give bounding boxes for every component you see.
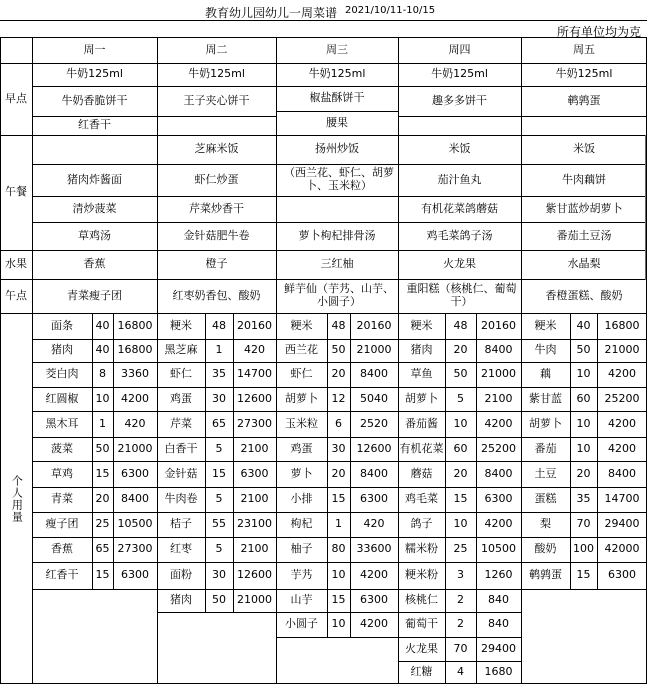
usage-per-child-wed: 20 — [331, 466, 346, 480]
usage-total-mon: 6300 — [121, 568, 149, 582]
usage-per-child-mon: 8 — [99, 367, 106, 381]
usage-ingredient-fri: 梨 — [540, 517, 551, 531]
usage-total-mon: 6300 — [121, 466, 149, 480]
usage-per-child-wed: 15 — [331, 593, 346, 607]
usage-total-fri: 8400 — [608, 466, 636, 480]
usage-per-child-tue: 15 — [212, 466, 226, 480]
usage-total-wed: 4200 — [360, 617, 388, 631]
breakfast-item-mon: 牛奶香脆饼干 — [61, 93, 128, 107]
day-header-wed: 周三 — [326, 42, 348, 56]
section-label-breakfast: 早点 — [5, 91, 27, 105]
usage-ingredient-thu: 蘑菇 — [410, 466, 433, 480]
usage-total-wed: 2520 — [360, 416, 388, 430]
usage-per-child-thu: 60 — [453, 441, 468, 455]
lunch-item-thu: 茄汁鱼丸 — [437, 172, 482, 186]
usage-total-thu: 25200 — [481, 441, 516, 455]
usage-per-child-fri: 100 — [573, 542, 594, 556]
usage-per-child-thu: 4 — [457, 665, 464, 679]
breakfast-item-wed: 牛奶125ml — [308, 67, 366, 81]
breakfast-item-thu: 趣多多饼干 — [432, 93, 487, 107]
fruit-thu: 火龙果 — [443, 257, 476, 271]
usage-ingredient-mon: 红圆椒 — [45, 391, 79, 405]
usage-per-child-mon: 50 — [95, 441, 110, 455]
usage-total-tue: 21000 — [237, 593, 272, 607]
usage-ingredient-wed: 枸杞 — [290, 517, 313, 531]
usage-per-child-mon: 15 — [95, 568, 110, 582]
usage-ingredient-mon: 菠菜 — [51, 441, 73, 455]
usage-ingredient-tue: 芹菜 — [170, 416, 192, 430]
usage-per-child-mon: 40 — [95, 343, 110, 357]
usage-per-child-thu: 50 — [453, 367, 468, 381]
usage-per-child-tue: 65 — [212, 416, 226, 430]
usage-per-child-mon: 1 — [99, 416, 106, 430]
usage-per-child-tue: 48 — [212, 318, 226, 332]
usage-per-child-mon: 15 — [95, 466, 110, 480]
lunch-item-mon: 草鸡汤 — [78, 228, 111, 242]
breakfast-item-thu: 牛奶125ml — [431, 67, 488, 81]
usage-total-tue: 2100 — [240, 542, 269, 556]
usage-total-tue: 23100 — [237, 517, 272, 531]
usage-ingredient-thu: 番茄酱 — [405, 416, 438, 430]
usage-per-child-mon: 25 — [95, 517, 110, 531]
usage-per-child-tue: 55 — [212, 517, 226, 531]
fruit-fri: 水晶梨 — [567, 257, 601, 271]
usage-total-thu: 1680 — [484, 665, 513, 679]
lunch-item-fri: 牛肉藕饼 — [562, 172, 606, 186]
usage-per-child-mon: 65 — [95, 542, 110, 556]
breakfast-item-mon: 红香干 — [78, 118, 111, 132]
usage-ingredient-thu: 糯米粉 — [405, 542, 438, 556]
usage-total-thu: 8400 — [484, 466, 513, 480]
usage-total-thu: 840 — [488, 617, 509, 631]
usage-total-wed: 8400 — [360, 466, 388, 480]
lunch-item-tue: 芹菜炒香干 — [189, 201, 244, 215]
usage-total-tue: 14700 — [237, 367, 272, 381]
usage-per-child-tue: 30 — [212, 391, 226, 405]
usage-total-thu: 10500 — [481, 542, 516, 556]
usage-per-child-fri: 10 — [576, 416, 591, 430]
menu-title: 教育幼儿园幼儿一周菜谱 — [205, 6, 338, 20]
usage-ingredient-tue: 鸡蛋 — [170, 391, 192, 405]
usage-ingredient-thu: 火龙果 — [405, 641, 438, 655]
usage-per-child-wed: 80 — [331, 542, 346, 556]
usage-ingredient-thu: 红糖 — [410, 665, 433, 679]
lunch-item-thu: 米饭 — [448, 142, 471, 156]
date-range: 2021/10/11-10/15 — [345, 5, 436, 16]
usage-per-child-tue: 5 — [215, 492, 223, 506]
usage-ingredient-mon: 红香干 — [45, 568, 79, 582]
usage-ingredient-wed: 小排 — [290, 492, 313, 506]
lunch-item-wed: （西兰花、虾仁、胡萝卜、玉米粒） — [284, 166, 394, 192]
usage-per-child-wed: 12 — [331, 391, 346, 405]
usage-per-child-tue: 5 — [215, 441, 223, 455]
usage-total-mon: 21000 — [117, 441, 153, 455]
usage-total-thu: 21000 — [481, 367, 516, 381]
fruit-wed: 三红柚 — [320, 257, 354, 271]
day-header-thu: 周四 — [448, 42, 471, 56]
breakfast-item-wed: 腰果 — [326, 115, 348, 129]
usage-ingredient-fri: 土豆 — [534, 466, 557, 480]
usage-ingredient-thu: 粳米粉 — [405, 568, 438, 582]
snack-tue: 红枣奶香包、酸奶 — [172, 288, 261, 302]
snack-mon: 青菜瘦子团 — [67, 288, 122, 302]
usage-per-child-wed: 10 — [331, 617, 346, 631]
usage-per-child-fri: 10 — [576, 367, 591, 381]
usage-per-child-fri: 10 — [576, 441, 591, 455]
lunch-item-fri: 米饭 — [573, 142, 595, 156]
usage-ingredient-wed: 虾仁 — [290, 367, 313, 381]
usage-total-fri: 42000 — [604, 542, 640, 556]
lunch-item-thu: 有机花菜鸽蘑菇 — [421, 201, 498, 215]
usage-per-child-fri: 60 — [576, 391, 591, 405]
section-label-lunch: 午餐 — [5, 185, 27, 199]
usage-ingredient-fri: 番茄 — [534, 441, 557, 455]
usage-per-child-mon: 20 — [95, 492, 110, 506]
snack-thu: 重阳糕（核桃仁、葡萄干） — [406, 282, 517, 308]
lunch-item-wed: 扬州炒饭 — [315, 142, 359, 156]
usage-total-wed: 20160 — [356, 318, 392, 332]
lunch-item-fri: 番茄土豆汤 — [556, 228, 612, 242]
usage-total-mon: 16800 — [117, 318, 153, 332]
usage-ingredient-mon: 瘦子团 — [45, 517, 79, 531]
usage-total-thu: 6300 — [484, 492, 513, 506]
usage-ingredient-fri: 蛋糕 — [534, 492, 557, 506]
usage-total-wed: 6300 — [360, 492, 388, 506]
usage-total-wed: 420 — [363, 517, 385, 531]
usage-per-child-thu: 2 — [457, 593, 464, 607]
usage-total-wed: 33600 — [356, 542, 392, 556]
unit-note: 所有单位均为克 — [556, 25, 641, 39]
usage-ingredient-wed: 胡萝卜 — [285, 391, 318, 405]
usage-per-child-thu: 48 — [453, 318, 468, 332]
usage-per-child-thu: 20 — [453, 343, 468, 357]
usage-ingredient-wed: 玉米粒 — [285, 416, 318, 430]
usage-total-thu: 4200 — [484, 517, 513, 531]
breakfast-item-tue: 牛奶125ml — [188, 67, 245, 81]
usage-total-mon: 420 — [124, 416, 146, 430]
usage-per-child-thu: 10 — [453, 416, 468, 430]
usage-total-fri: 4200 — [608, 416, 636, 430]
lunch-item-thu: 鸡毛菜鸽子汤 — [426, 228, 493, 242]
usage-ingredient-fri: 粳米 — [534, 318, 557, 332]
usage-ingredient-tue: 金针菇 — [164, 466, 198, 480]
breakfast-item-fri: 牛奶125ml — [555, 67, 613, 81]
usage-ingredient-wed: 萝卜 — [290, 466, 313, 480]
usage-per-child-thu: 25 — [453, 542, 468, 556]
usage-per-child-fri: 50 — [576, 343, 591, 357]
usage-total-tue: 27300 — [237, 416, 272, 430]
usage-per-child-mon: 10 — [95, 391, 110, 405]
usage-total-tue: 2100 — [240, 441, 269, 455]
usage-ingredient-wed: 柚子 — [290, 542, 313, 556]
usage-per-child-fri: 20 — [576, 466, 591, 480]
usage-ingredient-fri: 酸奶 — [534, 542, 557, 556]
usage-ingredient-tue: 猪肉 — [170, 593, 192, 607]
usage-total-fri: 4200 — [608, 367, 636, 381]
usage-total-tue: 2100 — [240, 492, 269, 506]
usage-ingredient-thu: 草鱼 — [410, 367, 433, 381]
usage-per-child-thu: 20 — [453, 466, 468, 480]
usage-total-thu: 8400 — [484, 343, 513, 357]
usage-total-wed: 8400 — [360, 367, 388, 381]
usage-per-child-fri: 15 — [576, 568, 591, 582]
usage-ingredient-mon: 青菜 — [51, 492, 73, 506]
usage-total-tue: 420 — [244, 343, 265, 357]
usage-total-fri: 4200 — [608, 441, 636, 455]
usage-ingredient-thu: 有机花菜 — [399, 441, 444, 455]
usage-ingredient-thu: 猪肉 — [410, 343, 433, 357]
snack-fri: 香橙蛋糕、酸奶 — [545, 288, 623, 302]
usage-ingredient-fri: 胡萝卜 — [529, 416, 562, 430]
usage-total-fri: 21000 — [604, 343, 640, 357]
usage-per-child-wed: 20 — [331, 367, 346, 381]
usage-per-child-fri: 35 — [576, 492, 591, 506]
usage-ingredient-wed: 鸡蛋 — [290, 441, 313, 455]
usage-per-child-fri: 70 — [576, 517, 591, 531]
usage-per-child-tue: 50 — [212, 593, 226, 607]
usage-total-mon: 3360 — [121, 367, 149, 381]
day-header-tue: 周二 — [205, 42, 228, 56]
usage-ingredient-mon: 茭白肉 — [45, 367, 79, 381]
usage-total-mon: 10500 — [117, 517, 153, 531]
usage-ingredient-thu: 胡萝卜 — [405, 391, 438, 405]
usage-total-wed: 6300 — [360, 593, 388, 607]
usage-ingredient-tue: 桔子 — [170, 517, 192, 531]
usage-per-child-thu: 15 — [453, 492, 468, 506]
section-label-fruit: 水果 — [5, 257, 27, 271]
usage-ingredient-tue: 粳米 — [170, 318, 192, 332]
usage-per-child-tue: 5 — [215, 542, 223, 556]
usage-total-mon: 16800 — [117, 343, 153, 357]
usage-per-child-tue: 35 — [212, 367, 226, 381]
usage-ingredient-fri: 牛肉 — [534, 343, 557, 357]
usage-ingredient-tue: 面粉 — [170, 568, 192, 582]
usage-total-wed: 4200 — [360, 568, 388, 582]
usage-total-fri: 14700 — [604, 492, 640, 506]
usage-ingredient-mon: 猪肉 — [51, 343, 73, 357]
usage-ingredient-mon: 草鸡 — [51, 466, 73, 480]
breakfast-item-tue: 王子夹心饼干 — [183, 93, 250, 107]
usage-total-mon: 27300 — [117, 542, 153, 556]
usage-total-fri: 16800 — [604, 318, 640, 332]
usage-total-fri: 6300 — [608, 568, 636, 582]
usage-ingredient-thu: 葡萄干 — [405, 617, 438, 631]
usage-ingredient-wed: 芋艿 — [290, 568, 313, 582]
usage-ingredient-thu: 鸽子 — [410, 517, 433, 531]
usage-ingredient-thu: 核桃仁 — [405, 593, 438, 607]
usage-total-thu: 840 — [488, 593, 509, 607]
usage-total-wed: 5040 — [360, 391, 388, 405]
day-header-fri: 周五 — [573, 42, 595, 56]
usage-total-fri: 25200 — [604, 391, 640, 405]
usage-ingredient-tue: 黑芝麻 — [164, 343, 198, 357]
usage-per-child-wed: 6 — [335, 416, 342, 430]
section-label-snack: 午点 — [5, 288, 27, 302]
usage-ingredient-wed: 粳米 — [290, 318, 313, 332]
lunch-item-mon: 清炒菠菜 — [72, 201, 117, 215]
usage-ingredient-fri: 紫甘蓝 — [529, 391, 562, 405]
section-label-personal: 个人用量 — [10, 474, 24, 523]
usage-total-thu: 20160 — [481, 318, 516, 332]
usage-ingredient-mon: 黑木耳 — [45, 416, 79, 430]
usage-total-tue: 6300 — [240, 466, 269, 480]
breakfast-item-fri: 鹌鹑蛋 — [567, 93, 601, 107]
usage-per-child-wed: 50 — [331, 343, 346, 357]
snack-wed: 鲜芋仙（芋艿、山芋、小圆子） — [284, 282, 394, 308]
day-header-mon: 周一 — [83, 42, 106, 56]
usage-per-child-tue: 30 — [212, 568, 226, 582]
usage-ingredient-mon: 香蕉 — [51, 542, 73, 556]
usage-ingredient-wed: 山芋 — [290, 593, 313, 607]
usage-total-mon: 8400 — [121, 492, 149, 506]
lunch-item-tue: 芝麻米饭 — [194, 142, 239, 156]
usage-ingredient-thu: 粳米 — [410, 318, 433, 332]
lunch-item-mon: 猪肉炸酱面 — [67, 172, 122, 186]
usage-ingredient-thu: 鸡毛菜 — [405, 492, 438, 506]
usage-per-child-wed: 1 — [335, 517, 342, 531]
usage-per-child-wed: 15 — [331, 492, 346, 506]
usage-total-tue: 12600 — [237, 568, 272, 582]
usage-per-child-thu: 3 — [457, 568, 464, 582]
usage-ingredient-tue: 虾仁 — [170, 367, 192, 381]
fruit-mon: 香蕉 — [83, 257, 106, 271]
usage-ingredient-tue: 红枣 — [170, 542, 192, 556]
usage-ingredient-mon: 面条 — [51, 318, 73, 332]
usage-ingredient-wed: 西兰花 — [285, 343, 318, 357]
usage-total-wed: 12600 — [356, 441, 392, 455]
usage-per-child-thu: 10 — [453, 517, 468, 531]
usage-total-tue: 12600 — [237, 391, 272, 405]
breakfast-item-mon: 牛奶125ml — [66, 67, 123, 81]
usage-total-thu: 2100 — [484, 391, 513, 405]
usage-ingredient-fri: 藕 — [540, 367, 551, 381]
usage-ingredient-wed: 小圆子 — [285, 617, 318, 631]
fruit-tue: 橙子 — [205, 257, 228, 271]
usage-total-thu: 29400 — [481, 641, 516, 655]
usage-total-thu: 4200 — [484, 416, 513, 430]
usage-total-mon: 4200 — [121, 391, 149, 405]
usage-ingredient-fri: 鹌鹑蛋 — [529, 568, 562, 582]
usage-per-child-mon: 40 — [95, 318, 110, 332]
usage-total-wed: 21000 — [356, 343, 392, 357]
usage-per-child-thu: 70 — [453, 641, 468, 655]
breakfast-item-wed: 椒盐酥饼干 — [309, 91, 365, 105]
usage-per-child-wed: 10 — [331, 568, 346, 582]
usage-ingredient-tue: 白香干 — [164, 441, 198, 455]
usage-ingredient-tue: 牛肉卷 — [164, 492, 198, 506]
usage-per-child-wed: 48 — [331, 318, 346, 332]
usage-per-child-tue: 1 — [215, 343, 223, 357]
lunch-item-tue: 虾仁炒蛋 — [194, 172, 239, 186]
usage-per-child-thu: 5 — [457, 391, 464, 405]
lunch-item-wed: 萝卜枸杞排骨汤 — [298, 228, 376, 242]
usage-per-child-wed: 30 — [331, 441, 346, 455]
usage-total-fri: 29400 — [604, 517, 640, 531]
usage-per-child-thu: 2 — [457, 617, 464, 631]
usage-total-thu: 1260 — [484, 568, 513, 582]
lunch-item-tue: 金针菇肥牛卷 — [183, 228, 250, 242]
usage-total-tue: 20160 — [237, 318, 272, 332]
lunch-item-fri: 紫甘蓝炒胡萝卜 — [545, 201, 623, 215]
usage-per-child-fri: 40 — [576, 318, 591, 332]
